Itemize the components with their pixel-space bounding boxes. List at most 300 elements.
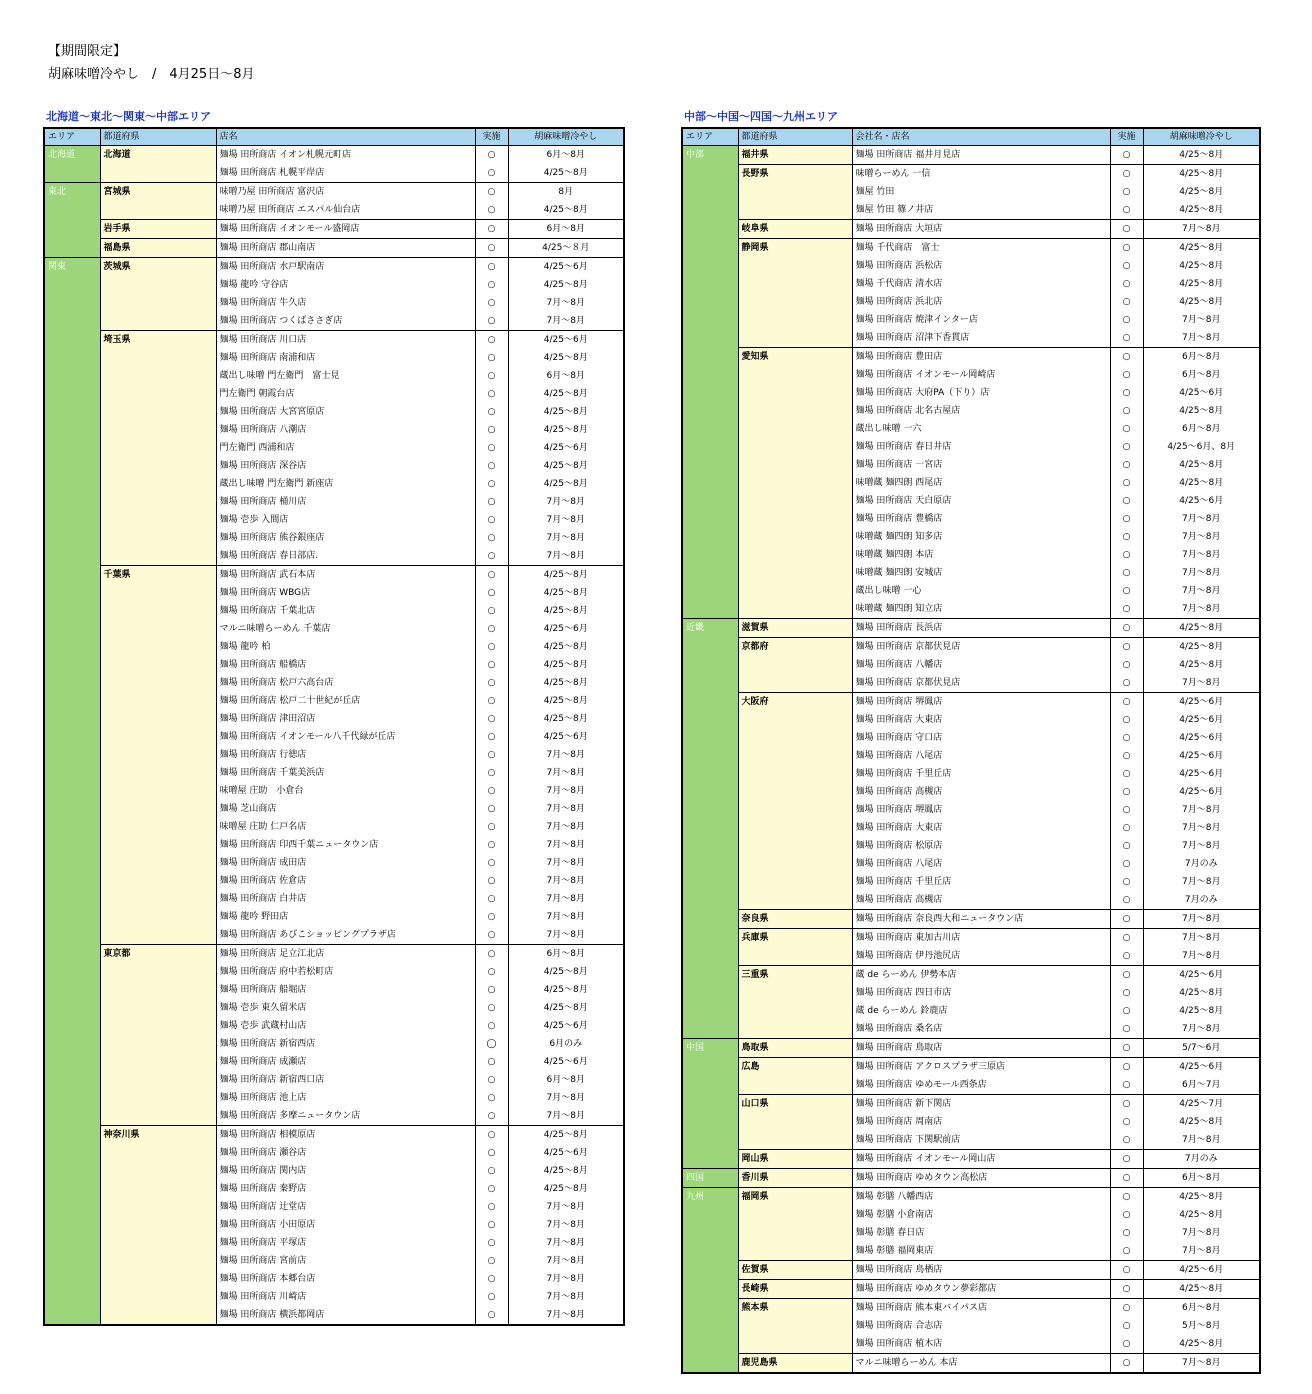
availability-mark: ○: [475, 439, 508, 457]
shop-name: 麺場 田所商店 ゆめタウン夢彩都店: [852, 1280, 1110, 1299]
table-row: [682, 1169, 1260, 1188]
pref-cell: [100, 818, 216, 836]
pref-cell: [100, 547, 216, 566]
shop-name: 麺場 田所商店 東加古川店: [852, 929, 1110, 948]
table-row: [682, 1150, 1260, 1169]
pref-cell: [100, 312, 216, 331]
pref-cell: [100, 1053, 216, 1071]
availability-mark: ○: [1110, 492, 1143, 510]
table-row: [682, 165, 1260, 184]
availability-mark: ○: [1110, 366, 1143, 384]
table-row: [682, 546, 1260, 564]
shop-name: 麺場 田所商店 イオンモール岡山店: [852, 1150, 1110, 1169]
shop-name: 麺場 田所商店 八幡店: [852, 656, 1110, 674]
table-row: [682, 1095, 1260, 1114]
availability-mark: ○: [475, 421, 508, 439]
pref-cell: [100, 294, 216, 312]
shop-name: 麺場 田所商店 佐倉店: [216, 872, 475, 890]
availability-mark: ○: [1110, 984, 1143, 1002]
availability-mark: ○: [475, 746, 508, 764]
shop-name: 麺場 田所商店 松原店: [852, 837, 1110, 855]
availability-period: 7月〜8月: [546, 533, 585, 543]
availability-mark: ○: [1110, 729, 1143, 747]
menu-title: 胡麻味噌冷やし / 4月25日〜8月: [48, 67, 255, 82]
availability-period: 6月〜7月: [1182, 1080, 1221, 1090]
table-row: [682, 293, 1260, 311]
availability-mark: ○: [1110, 1020, 1143, 1039]
availability-period: 7月〜8月: [546, 912, 585, 922]
table-row: [682, 366, 1260, 384]
availability-period: 4/25〜6月: [543, 732, 588, 742]
availability-period: 7月〜8月: [546, 497, 585, 507]
table-row: [682, 456, 1260, 474]
pref-cell: [100, 963, 216, 981]
shop-name: 麺場 田所商店 横浜都岡店: [216, 1306, 475, 1325]
pref-label: 大阪府: [741, 697, 769, 707]
pref-label: 長崎県: [741, 1284, 769, 1294]
pref-cell: [738, 546, 852, 564]
shop-name: 麺場 田所商店 印西千葉ニュータウン店: [216, 836, 475, 854]
shop-name: 麺場 彰膳 八幡西店: [852, 1188, 1110, 1207]
shop-name: 麺場 田所商店 深谷店: [216, 457, 475, 475]
availability-period: 7月〜8月: [546, 1220, 585, 1230]
shop-name: 麺場 田所商店 WBG店: [216, 584, 475, 602]
pref-cell: [738, 492, 852, 510]
shop-name: 麺場 田所商店 成田店: [216, 854, 475, 872]
table-row: [44, 312, 624, 331]
table-row: [682, 765, 1260, 783]
availability-period: 4/25〜8月: [1179, 187, 1224, 197]
pref-cell: [100, 1107, 216, 1126]
table-row: [44, 1216, 624, 1234]
pref-cell: [100, 164, 216, 183]
availability-period: 7月〜8月: [1182, 1135, 1221, 1145]
table-row: [44, 421, 624, 439]
table-row: [44, 439, 624, 457]
table-row: [682, 1131, 1260, 1150]
table-row: [682, 1206, 1260, 1224]
availability-period: 4/25〜8月: [1179, 478, 1224, 488]
availability-period: 4/25〜8月: [1179, 1006, 1224, 1016]
pref-cell: [738, 1335, 852, 1354]
area-cell: [44, 258, 100, 1326]
pref-cell: [100, 638, 216, 656]
pref-cell: [738, 384, 852, 402]
pref-cell: [100, 999, 216, 1017]
pref-cell: [738, 1095, 852, 1114]
shop-name: 麺場 田所商店 八潮店: [216, 421, 475, 439]
availability-period: 7月〜8月: [546, 750, 585, 760]
shop-name: 麺場 田所商店 奈良西大和ニュータウン店: [852, 910, 1110, 929]
availability-mark: ○: [1110, 456, 1143, 474]
shop-name: 麺場 田所商店 イオンモール八千代緑が丘店: [216, 728, 475, 746]
availability-period: 8月: [508, 183, 624, 202]
shop-name: 麺場 田所商店 多摩ニュータウン店: [216, 1107, 475, 1126]
shop-name: 麺場 田所商店 大宮宮原店: [216, 403, 475, 421]
table-row: [682, 528, 1260, 546]
pref-cell: [100, 1288, 216, 1306]
shop-name: 麺場 田所商店 南浦和店: [216, 349, 475, 367]
availability-period: 6月〜8月: [508, 220, 624, 239]
availability-mark: ○: [1110, 783, 1143, 801]
pref-cell: [100, 439, 216, 457]
availability-mark: ○: [475, 1053, 508, 1071]
availability-mark: ○: [1110, 257, 1143, 275]
pref-cell: [738, 783, 852, 801]
availability-period: 4/25〜8月: [1179, 261, 1224, 271]
table-row: [44, 220, 624, 239]
availability-mark: ○: [1110, 510, 1143, 528]
shop-name: マルニ味噌らーめん 千葉店: [216, 620, 475, 638]
table-row: [44, 620, 624, 638]
pref-cell: [738, 947, 852, 966]
pref-label: 福島県: [103, 243, 131, 253]
shop-name: 麺場 田所商店 札幌平岸店: [216, 164, 475, 183]
table-row: [682, 402, 1260, 420]
availability-period: 4/25〜7月: [1143, 1095, 1260, 1114]
pref-cell: [738, 311, 852, 329]
pref-cell: [100, 566, 216, 585]
table-row: [682, 966, 1260, 985]
availability-period: 7月のみ: [1143, 1150, 1260, 1169]
table-row: [44, 1017, 624, 1035]
shop-name: 麺場 田所商店 北名古屋店: [852, 402, 1110, 420]
shop-name: 麺場 田所商店 松戸二十世紀が丘店: [216, 692, 475, 710]
availability-mark: ○: [475, 999, 508, 1017]
availability-mark: ○: [1110, 474, 1143, 492]
table-row: [682, 711, 1260, 729]
availability-period: 7月〜8月: [1182, 877, 1221, 887]
pref-label: 三重県: [741, 970, 769, 980]
availability-period: 7月〜8月: [546, 786, 585, 796]
area-label: 中国: [686, 1043, 705, 1053]
availability-mark: ○: [475, 818, 508, 836]
shop-name: 麺場 田所商店 鳥取店: [852, 1039, 1110, 1058]
availability-period: 6月〜8月: [1182, 424, 1221, 434]
table-row: [682, 1002, 1260, 1020]
pref-label: 神奈川県: [103, 1130, 140, 1140]
pref-cell: [738, 711, 852, 729]
availability-mark: ○: [475, 475, 508, 493]
table-row: [44, 800, 624, 818]
availability-period: 7月〜8月: [1182, 532, 1221, 542]
pref-cell: [738, 729, 852, 747]
availability-mark: ○: [475, 1252, 508, 1270]
availability-period: 7月〜8月: [1182, 604, 1221, 614]
table-row: [44, 710, 624, 728]
pref-cell: [738, 1261, 852, 1280]
pref-cell: [738, 528, 852, 546]
pref-cell: [738, 929, 852, 948]
pref-cell: [738, 619, 852, 638]
table-row: [44, 385, 624, 403]
table-header-row: [682, 128, 1260, 146]
availability-mark: ○: [1110, 1076, 1143, 1095]
shop-name: 麺場 田所商店 春日井店: [852, 438, 1110, 456]
availability-mark: ○: [475, 1234, 508, 1252]
table-row: [682, 1039, 1260, 1058]
table-row: [682, 1224, 1260, 1242]
shop-name: 味噌乃屋 田所商店 富沢店: [216, 183, 475, 202]
col-header-mark: 実施: [1110, 128, 1143, 146]
availability-mark: ○: [475, 547, 508, 566]
table-row: [44, 331, 624, 350]
availability-period: 4/25〜6月: [1143, 693, 1260, 712]
shop-name: 麺場 田所商店 小田原店: [216, 1216, 475, 1234]
table-row: [682, 873, 1260, 891]
shop-name: 麺場 田所商店 本郷台店: [216, 1270, 475, 1288]
table-row: [44, 584, 624, 602]
availability-mark: ○: [475, 1162, 508, 1180]
table-row: [682, 1354, 1260, 1374]
pref-cell: [100, 854, 216, 872]
pref-label: 千葉県: [103, 570, 131, 580]
availability-period: 4/25〜6月: [508, 258, 624, 277]
shop-name: 麺場 田所商店 下関駅前店: [852, 1131, 1110, 1150]
pref-cell: [100, 385, 216, 403]
availability-period: 5月〜8月: [1182, 1321, 1221, 1331]
table-row: [682, 1317, 1260, 1335]
table-row: [44, 746, 624, 764]
table-row: [44, 239, 624, 258]
shop-name: 麺場 田所商店 あびこショッピングプラザ店: [216, 926, 475, 945]
pref-label: 福井県: [741, 150, 769, 160]
shop-name: 麺屋 竹田: [852, 183, 1110, 201]
table-row: [44, 547, 624, 566]
shop-name: 麺場 田所商店 豊田店: [852, 348, 1110, 367]
table-row: [44, 294, 624, 312]
table-row: [682, 910, 1260, 929]
pref-cell: [738, 402, 852, 420]
table-row: [44, 1306, 624, 1325]
shop-name: 麺場 田所商店 イオンモール岡崎店: [852, 366, 1110, 384]
shop-name: 麺場 田所商店 大府PA（下り）店: [852, 384, 1110, 402]
table-row: [44, 1180, 624, 1198]
pref-label: 奈良県: [741, 914, 769, 924]
availability-period: 4/25〜8月: [1143, 239, 1260, 258]
shop-name: 麺場 田所商店 水戸駅南店: [216, 258, 475, 277]
table-row: [44, 1071, 624, 1089]
availability-period: 4/25〜8月: [1179, 406, 1224, 416]
table-row: [44, 1089, 624, 1107]
availability-mark: ○: [1110, 329, 1143, 348]
table-row: [682, 1188, 1260, 1207]
table-row: [682, 674, 1260, 693]
table-row: [682, 257, 1260, 275]
availability-mark: ○: [1110, 1224, 1143, 1242]
availability-mark: ○: [1110, 564, 1143, 582]
pref-cell: [100, 800, 216, 818]
availability-period: 4/25〜8月: [543, 1166, 588, 1176]
availability-mark: ○: [1110, 910, 1143, 929]
pref-cell: [100, 276, 216, 294]
shop-name: 麺場 田所商店 一宮店: [852, 456, 1110, 474]
table-row: [682, 984, 1260, 1002]
availability-period: 4/25〜6月: [508, 331, 624, 350]
pref-cell: [738, 1299, 852, 1318]
col-header-period: 胡麻味噌冷やし: [508, 128, 624, 146]
shop-name: 麺場 田所商店 大東店: [852, 711, 1110, 729]
availability-period: 7月のみ: [1184, 859, 1218, 869]
availability-period: 4/25〜8月: [1143, 146, 1260, 165]
availability-period: 4/25〜8月: [1179, 297, 1224, 307]
availability-period: 4/25〜6月: [1179, 715, 1224, 725]
pref-cell: [738, 348, 852, 367]
availability-period: 4/25〜8月: [543, 353, 588, 363]
table-row: [44, 638, 624, 656]
availability-period: 7月〜8月: [546, 515, 585, 525]
availability-mark: ○: [475, 728, 508, 746]
pref-cell: [100, 1071, 216, 1089]
table-row: [682, 311, 1260, 329]
table-row: [682, 329, 1260, 348]
availability-period: 7月〜8月: [1182, 1024, 1221, 1034]
shop-name: 麺場 田所商店 千里丘店: [852, 765, 1110, 783]
availability-period: 4/25〜8月: [543, 696, 588, 706]
availability-period: 7月〜8月: [546, 894, 585, 904]
shop-name: 麺場 田所商店 成瀬店: [216, 1053, 475, 1071]
availability-mark: ○: [1110, 619, 1143, 638]
area-cell: [682, 146, 738, 619]
table-row: [44, 1126, 624, 1145]
pref-cell: [100, 1017, 216, 1035]
availability-period: 7月〜8月: [1182, 315, 1221, 325]
shop-name: 麺場 壱歩 東久留米店: [216, 999, 475, 1017]
shop-name: 味噌蔵 麺四朗 本店: [852, 546, 1110, 564]
availability-period: 7月〜8月: [1182, 1246, 1221, 1256]
pref-cell: [100, 1216, 216, 1234]
availability-mark: ○: [475, 926, 508, 945]
pref-cell: [100, 926, 216, 945]
availability-mark: ○: [1110, 1335, 1143, 1354]
shop-name: 麺場 田所商店 大東店: [852, 819, 1110, 837]
availability-period: 4/25〜8月: [1143, 1188, 1260, 1207]
pref-label: 東京都: [103, 949, 131, 959]
area-cell: [682, 1039, 738, 1169]
shop-name: 麺場 田所商店 武石本店: [216, 566, 475, 585]
table-row: [44, 945, 624, 964]
table-row: [682, 855, 1260, 873]
shop-name: 麺場 田所商店 池上店: [216, 1089, 475, 1107]
pref-cell: [100, 349, 216, 367]
availability-period: 7月〜8月: [1182, 951, 1221, 961]
shop-name: マルニ味噌らーめん 本店: [852, 1354, 1110, 1374]
table-row: [682, 474, 1260, 492]
shop-name: 麺場 龍吟 守谷店: [216, 276, 475, 294]
availability-mark: ○: [475, 674, 508, 692]
pref-cell: [738, 837, 852, 855]
pref-cell: [738, 146, 852, 165]
availability-period: 6月〜8月: [1182, 370, 1221, 380]
availability-period: 7月〜8月: [1143, 929, 1260, 948]
availability-mark: ○: [1110, 528, 1143, 546]
pref-cell: [100, 872, 216, 890]
pref-label: 香川県: [741, 1173, 769, 1183]
table-row: [682, 1058, 1260, 1077]
shop-name: 麺場 彰膳 春日店: [852, 1224, 1110, 1242]
area-label: 近畿: [686, 623, 705, 633]
availability-period: 6月〜8月: [1143, 348, 1260, 367]
pref-cell: [100, 728, 216, 746]
table-row: [44, 183, 624, 202]
table-row: [44, 258, 624, 277]
shop-name: 味噌屋 庄助 仁戸名店: [216, 818, 475, 836]
pref-cell: [100, 511, 216, 529]
availability-mark: ○: [1110, 801, 1143, 819]
shop-name: 麺場 田所商店 春日部店.: [216, 547, 475, 566]
shop-name: 麺場 田所商店 イオンモール盛岡店: [216, 220, 475, 239]
availability-mark: ○: [475, 692, 508, 710]
col-header-mark: 実施: [475, 128, 508, 146]
availability-period: 4/25〜8月: [543, 280, 588, 290]
table-row: [682, 492, 1260, 510]
shop-name: 麺場 田所商店 四日市店: [852, 984, 1110, 1002]
shop-name: 味噌らーめん 一信: [852, 165, 1110, 184]
availability-mark: ○: [475, 1017, 508, 1035]
pref-label: 京都府: [741, 642, 769, 652]
shop-name: 蔵 de らーめん 鈴鹿店: [852, 1002, 1110, 1020]
shop-name: 麺場 龍吟 柏: [216, 638, 475, 656]
availability-mark: ○: [475, 1107, 508, 1126]
pref-cell: [100, 1126, 216, 1145]
availability-period: 4/25〜6月: [543, 1021, 588, 1031]
availability-mark: ○: [1110, 1261, 1143, 1280]
availability-mark: ○: [1110, 929, 1143, 948]
availability-period: 7月〜8月: [546, 822, 585, 832]
pref-cell: [100, 258, 216, 277]
availability-mark: ○: [475, 764, 508, 782]
shop-name: 麺場 田所商店 船橋店: [216, 656, 475, 674]
pref-cell: [100, 220, 216, 239]
availability-period: 7月〜8月: [546, 768, 585, 778]
pref-cell: [738, 510, 852, 528]
pref-label: 佐賀県: [741, 1265, 769, 1275]
pref-cell: [100, 1162, 216, 1180]
availability-period: 4/25〜8月: [1179, 279, 1224, 289]
shop-name: 麺場 田所商店 天白原店: [852, 492, 1110, 510]
shop-name: 味噌蔵 麺四朗 知多店: [852, 528, 1110, 546]
table-row: [44, 511, 624, 529]
availability-period: 7月〜8月: [546, 298, 585, 308]
table-row: [44, 1107, 624, 1126]
shop-name: 麺場 田所商店 イオン札幌元町店: [216, 146, 475, 165]
pref-cell: [738, 564, 852, 582]
availability-period: 4/25〜8月: [1143, 619, 1260, 638]
pref-cell: [100, 656, 216, 674]
pref-cell: [738, 366, 852, 384]
shop-name: 麺場 田所商店 郡山南店: [216, 239, 475, 258]
table-row: [682, 783, 1260, 801]
pref-label: 愛知県: [741, 352, 769, 362]
shop-name: 蔵出し味噌 一六: [852, 420, 1110, 438]
pref-cell: [738, 582, 852, 600]
shop-name: 麺場 壱歩 武蔵村山店: [216, 1017, 475, 1035]
availability-mark: ○: [1110, 1095, 1143, 1114]
col-header-shop: 会社名・店名: [852, 128, 1110, 146]
availability-period: 4/25〜8月: [543, 606, 588, 616]
pref-label: 茨城県: [103, 262, 131, 272]
pref-cell: [738, 1113, 852, 1131]
availability-mark: ○: [1110, 402, 1143, 420]
pref-cell: [738, 1317, 852, 1335]
area-cell: [682, 1188, 738, 1374]
availability-period: 7月〜8月: [546, 1256, 585, 1266]
availability-period: 5/7〜6月: [1143, 1039, 1260, 1058]
table-row: [682, 146, 1260, 165]
table-row: [44, 201, 624, 220]
availability-period: 7月〜8月: [1182, 333, 1221, 343]
shop-name: 味噌乃屋 田所商店 エスパル仙台店: [216, 201, 475, 220]
